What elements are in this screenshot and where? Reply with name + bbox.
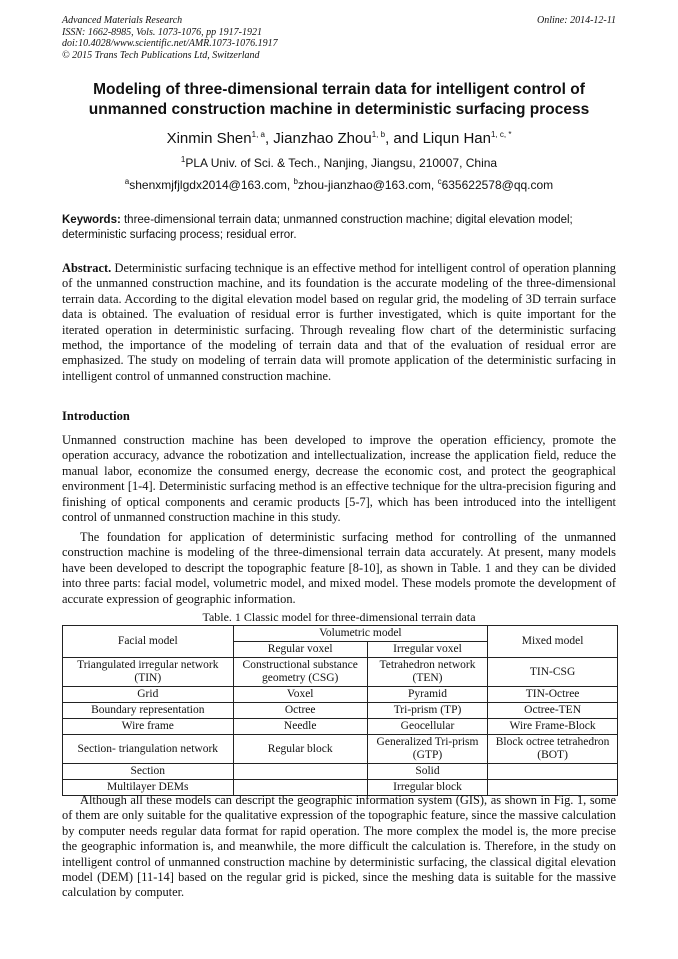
table-row — [63, 687, 618, 703]
header-mixed: Mixed model — [488, 626, 618, 658]
author-1: Xinmin Shen — [166, 130, 252, 147]
author-2-sup: 1, b — [371, 130, 386, 139]
table-cell: Multilayer DEMs — [63, 780, 234, 796]
header-volumetric: Volumetric model — [233, 626, 488, 642]
header-facial: Facial model — [63, 626, 234, 658]
table-cell: Block octree tetrahedron (BOT) — [488, 735, 618, 764]
author-3: , and Liqun Han — [385, 130, 491, 147]
table-row — [63, 764, 618, 780]
email-a-sup: a — [124, 177, 130, 186]
table-cell: Regular block — [233, 735, 367, 764]
table-cell: Geocellular — [367, 719, 487, 735]
table-cell: Generalized Tri-prism (GTP) — [367, 735, 487, 764]
title-line-2: unmanned construction machine in deterministic surfacing process — [88, 101, 590, 118]
table-cell: Boundary representation — [63, 703, 234, 719]
online-date: Online: 2014-12-11 — [537, 15, 616, 26]
table-cell: Irregular block — [367, 780, 487, 796]
title-line-1: Modeling of three-dimensional terrain data for intelligent control of — [93, 81, 585, 98]
email-list — [62, 178, 616, 193]
abstract — [62, 261, 616, 384]
introduction-heading: Introduction — [62, 409, 130, 423]
email-b-sup: b — [293, 177, 298, 186]
table-cell: Wire Frame-Block — [488, 719, 618, 735]
table-caption: Table. 1 Classic model for three-dimensional terrain data — [202, 610, 476, 624]
table-cell-empty — [488, 764, 618, 780]
table-cell: Octree-TEN — [488, 703, 618, 719]
author-list — [62, 130, 616, 148]
affiliation-text: PLA Univ. of Sci. & Tech., Nanjing, Jiangsu, 210007, China — [185, 156, 498, 170]
keywords-label: Keywords: — [62, 214, 121, 226]
model-table — [62, 625, 618, 796]
table-cell: Section- triangulation network — [63, 735, 234, 764]
table-row — [63, 719, 618, 735]
table-row — [63, 703, 618, 719]
table-cell: Wire frame — [63, 719, 234, 735]
table-row — [63, 735, 618, 764]
abstract-label: Abstract. — [62, 261, 112, 275]
table-cell: TIN-Octree — [488, 687, 618, 703]
table-cell-empty — [233, 764, 367, 780]
journal-name: Advanced Materials Research — [62, 15, 183, 26]
table-cell: Triangulated irregular network (TIN) — [63, 658, 234, 687]
email-c: 635622578@qq.com — [441, 178, 554, 192]
header-irregular-voxel: Irregular voxel — [367, 642, 487, 658]
author-3-sup: 1, c, * — [490, 130, 512, 139]
abstract-text: Deterministic surfacing technique is an effective method for intelligent control of operation planning of the unmanned construction machine, and its foundation is the accurate modeling of the three-dimensional terrain data. According to the digital elevation model based on regular grid, the modeling of 3D terrain surface data is obtained. The evaluation of residual error is further investigated, which is quite important for the iterated operation in deterministic surfacing. Through revealing flow chart of the deterministic surfacing method, the importance of the modeling of terrain data and that of the evaluation of residual error are emphasized. The study on modeling of terrain data will promote application of the deterministic surfacing in intelligent control of unmanned construction machine. — [62, 261, 616, 383]
author-2: , Jianzhao Zhou — [264, 130, 372, 147]
email-b: zhou-jianzhao@163.com, — [297, 178, 438, 192]
table-cell: Voxel — [233, 687, 367, 703]
table-cell: Grid — [63, 687, 234, 703]
email-a: shenxmjfjlgdx2014@163.com, — [129, 178, 294, 192]
table-cell: Section — [63, 764, 234, 780]
header-regular-voxel: Regular voxel — [233, 642, 367, 658]
affiliation-sup: 1 — [180, 155, 186, 164]
copyright-line: © 2015 Trans Tech Publications Ltd, Switzerland — [62, 49, 260, 61]
intro-paragraph-1: Unmanned construction machine has been developed to improve the operation efficiency, promote the operation accuracy, advance the robotization and intellectualization, increase the application field, reduce the manual labor, economize the consumed energy, decrease the economic cost, and protect the geographical environment [1-4]. Deterministic surfacing method is an effective technique for the ultra-precision figuring and finishing of optical components and ceramic products [5-7], which has been introduced into the intelligent control of unmanned construction machine in this study. — [62, 433, 616, 525]
keywords — [62, 213, 616, 243]
table-cell: TIN-CSG — [488, 658, 618, 687]
table-cell: Constructional substance geometry (CSG) — [233, 658, 367, 687]
intro-paragraph-2: The foundation for application of deterministic surfacing method for controlling of the unmanned construction machine is modeling of the three-dimensional terrain data accurately. At present, many models have been developed to descript the topographic feature [8-10], as shown in Table. 1 and they can be divided into three parts: facial model, volumetric model, and mixed model. These models promote the development of accurate expression of geographic information. — [62, 530, 616, 606]
table-row — [63, 658, 618, 687]
keywords-text: three-dimensional terrain data; unmanned construction machine; digital elevation model; deterministic surfacing process; residual error. — [62, 214, 573, 241]
table-cell: Octree — [233, 703, 367, 719]
table-cell: Tri-prism (TP) — [367, 703, 487, 719]
table-cell: Needle — [233, 719, 367, 735]
table-cell: Tetrahedron network (TEN) — [367, 658, 487, 687]
author-1-sup: 1, a — [251, 130, 265, 139]
journal-header — [62, 15, 616, 61]
email-c-sup: c — [437, 177, 442, 186]
affiliation — [62, 156, 616, 171]
post-table-paragraph: Although all these models can descript the geographic information system (GIS), as shown in Fig. 1, some of them are only suitable for the qualitative expression of the topographic feature, since the massive calculation by computer needs regular data format for rapid operation. The more complex the model is, the more precise the geographic information is, and meanwhile, the more difficult the calculation is. Therefore, in the study on intelligent control of unmanned construction machine by deterministic surfacing, the classical digital elevation model (DEM) [11-14] based on the regular grid is picked, since the meshing data is suitable for the massive calculation by computer. — [62, 793, 616, 900]
table-cell: Solid — [367, 764, 487, 780]
table-cell: Pyramid — [367, 687, 487, 703]
issn-line: ISSN: 1662-8985, Vols. 1073-1076, pp 1917-1921 — [62, 26, 262, 38]
doi-line: doi:10.4028/www.scientific.net/AMR.1073-1076.1917 — [62, 38, 278, 49]
paper-title — [62, 80, 616, 120]
